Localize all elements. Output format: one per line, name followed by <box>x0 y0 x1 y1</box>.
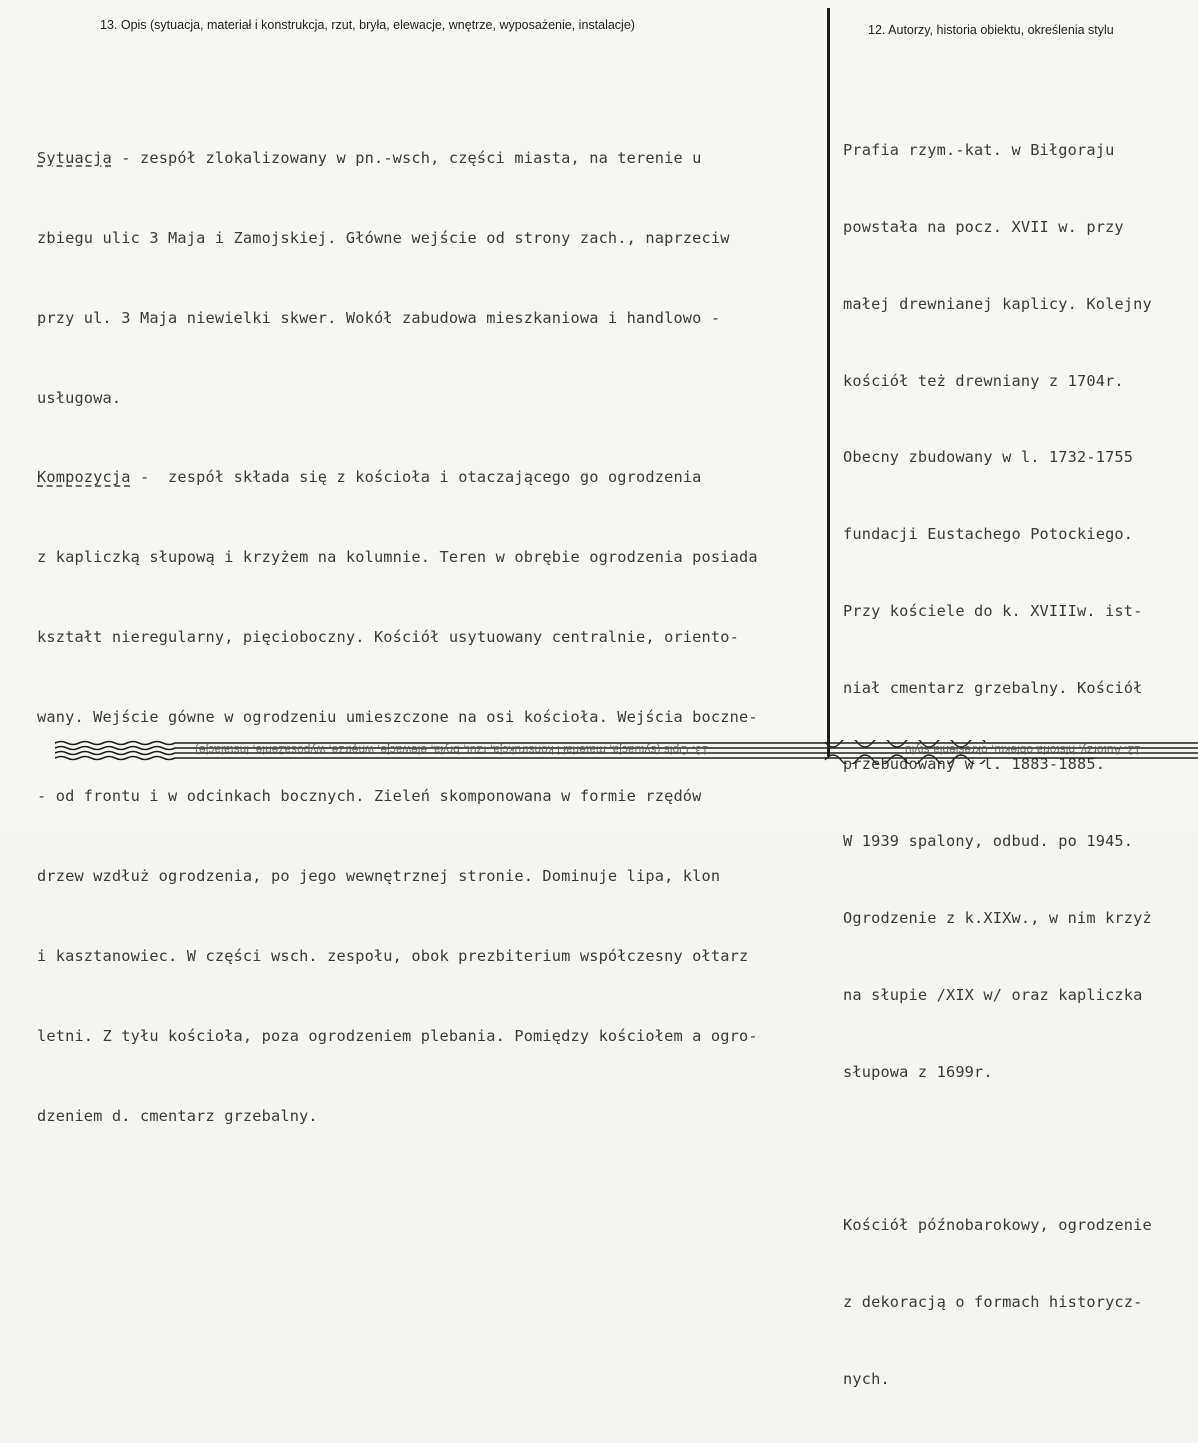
section-12-header: 12. Autorzy, historia obiektu, określenia stylu <box>868 23 1114 37</box>
text-line: Obecny zbudowany w l. 1732-1755 <box>843 448 1134 467</box>
text-line: przebudowany w l. 1883-1885. <box>843 755 1106 774</box>
text-line: usługowa. <box>37 388 122 407</box>
text-line: z kapliczką słupową i krzyżem na kolumnie. Teren w obrębie ogrodzenia posiada <box>37 548 758 567</box>
text-line <box>37 464 758 491</box>
text-line: W 1939 spalony, odbud. po 1945. <box>843 832 1134 851</box>
text-line: niał cmentarz grzebalny. Kościół <box>843 678 1143 697</box>
text-line: kościół też drewniany z 1704r. <box>843 371 1124 390</box>
text-line: na słupie /XIX w/ oraz kapliczka <box>843 985 1143 1004</box>
text-line: Przy kościele do k. XVIIIw. ist- <box>843 601 1143 620</box>
sytuacja-text: - zespół zlokalizowany w pn.-wsch, części miasta, na terenie u <box>111 149 702 168</box>
text-line: zbiegu ulic 3 Maja i Zamojskiej. Główne wejście od strony zach., naprzeciw <box>37 228 730 247</box>
section-13-header: 13. Opis (sytuacja, materiał i konstrukcja, rzut, bryła, elewacje, wnętrze, wyposażenie, instalacje) <box>100 18 635 32</box>
text-line: dzeniem d. cmentarz grzebalny. <box>37 1106 318 1125</box>
text-line: - od frontu i w odcinkach bocznych. Zieleń skomponowana w formie rzędów <box>37 787 702 806</box>
text-line: powstała na pocz. XVII w. przy <box>843 217 1124 236</box>
text-line: kształt nieregularny, pięcioboczny. Kościół usytuowany centralnie, oriento- <box>37 627 739 646</box>
text-line: fundacji Eustachego Potockiego. <box>843 525 1134 544</box>
text-line: letni. Z tyłu kościoła, poza ogrodzeniem plebania. Pomiędzy kościołem a ogro- <box>37 1026 758 1045</box>
text-line: małej drewnianej kaplicy. Kolejny <box>843 294 1152 313</box>
text-line: słupowa z 1699r. <box>843 1062 993 1081</box>
description-text <box>37 92 758 1182</box>
kompozycja-label: Kompozycja <box>37 468 131 487</box>
text-line: nych. <box>843 1369 890 1388</box>
text-line: wany. Wejście gówne w ogrodzeniu umieszczone na osi kościoła. Wejścia boczne- <box>37 707 758 726</box>
kompozycja-text: - zespół składa się z kościoła i otaczającego go ogrodzenia <box>130 468 702 487</box>
text-line <box>37 145 758 172</box>
text-line: przy ul. 3 Maja niewielki skwer. Wokół zabudowa mieszkaniowa i handlowo - <box>37 308 721 327</box>
column-divider <box>827 8 830 756</box>
text-line: i kasztanowiec. W części wsch. zespołu, obok prezbiterium współczesny ołtarz <box>37 947 749 965</box>
mirrored-header-12: 12. Autorzy, historia obiektu, określenia stylu <box>905 743 1141 757</box>
paragraph-gap <box>843 1136 1152 1162</box>
mirrored-header-13: 13. Opis (sytuacja, materiał i konstrukcja, rzut, bryła, elewacje, wnętrze, wyposażenie, instalacje) <box>195 743 709 757</box>
history-text <box>843 87 1152 1443</box>
sytuacja-label: Sytuacja <box>37 149 112 168</box>
text-line: Prafia rzym.-kat. w Biłgoraju <box>843 141 1115 160</box>
text-line: z dekoracją o formach historycz- <box>843 1292 1143 1311</box>
text-line: drzew wzdłuż ogrodzenia, po jego wewnętrznej stronie. Dominuje lipa, klon <box>37 867 721 886</box>
text-line: Ogrodzenie z k.XIXw., w nim krzyż <box>843 909 1152 927</box>
text-line: Kościół późnobarokowy, ogrodzenie <box>843 1216 1152 1235</box>
